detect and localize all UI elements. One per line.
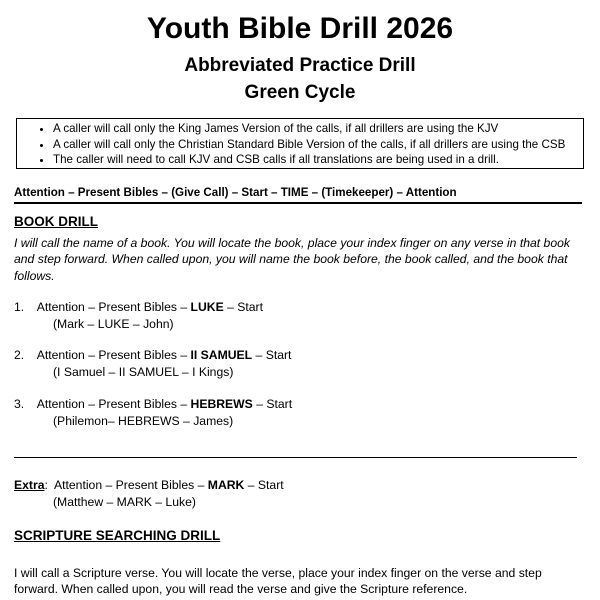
caller-note: • A caller will call only the Christian Standard Bible Version of the calls, if all drillers are using the CSB: [53, 137, 583, 153]
scripture-drill-instructions: I will call a Scripture verse. You will locate the verse, place your index finger on the verse and step forward. When called upon, you will read the verse and give the Scripture reference.: [14, 566, 542, 597]
caller-note: • A caller will call only the King James Version of the calls, if all drillers are using the KJV: [53, 121, 583, 137]
drill-procedure: Attention – Present Bibles – (Give Call) – Start – TIME – (Timekeeper) – Attention: [14, 186, 457, 199]
scripture-drill-heading: SCRIPTURE SEARCHING DRILL: [14, 528, 221, 543]
item-number: 3.: [14, 397, 25, 411]
called-book: HEBREWS: [190, 397, 253, 411]
drill-item: [14, 396, 292, 430]
item-number: 1.: [14, 300, 25, 314]
book-drill-heading: BOOK DRILL: [14, 214, 98, 229]
caller-note: • The caller will need to call KJV and CSB calls if all translations are being used in a drill.: [53, 152, 583, 168]
drill-item: [14, 299, 263, 333]
drill-call: [14, 347, 291, 364]
drill-answer: (Philemon– HEBREWS – James): [53, 414, 234, 428]
drill-item: [14, 347, 291, 381]
item-number: 2.: [14, 348, 25, 362]
page-subtitle: Abbreviated Practice Drill: [184, 55, 416, 76]
call-prefix: Attention – Present Bibles –: [36, 348, 191, 362]
call-prefix: Attention – Present Bibles –: [36, 397, 191, 411]
page-title: Youth Bible Drill 2026: [146, 12, 454, 45]
caller-notes-box: [16, 118, 584, 169]
call-prefix: Attention – Present Bibles –: [36, 300, 191, 314]
call-prefix: Attention – Present Bibles –: [54, 478, 208, 492]
call-suffix: – Start: [244, 478, 284, 492]
called-book: LUKE: [190, 300, 224, 314]
drill-answer: (I Samuel – II SAMUEL – I Kings): [53, 365, 234, 379]
call-suffix: – Start: [252, 397, 293, 411]
extra-colon: :: [44, 478, 48, 492]
section-divider: [14, 457, 577, 458]
book-drill-instructions: I will call the name of a book. You will locate the book, place your index finger on any verse in that book and step forward. When called upon, you will name the book before, the book called, and the book that follows.: [14, 236, 570, 283]
drill-answer: (Mark – LUKE – John): [53, 317, 174, 331]
call-suffix: – Start: [252, 348, 292, 362]
called-book: MARK: [207, 478, 245, 492]
drill-call: [14, 396, 292, 413]
drill-answer: (Matthew – MARK – Luke): [53, 495, 196, 509]
cycle-title: Green Cycle: [244, 82, 356, 103]
caller-notes-list: [17, 121, 583, 168]
extra-drill-item: [14, 477, 284, 511]
call-suffix: – Start: [223, 300, 263, 314]
procedure-divider: [14, 202, 582, 204]
drill-call: [14, 477, 284, 494]
called-book: II SAMUEL: [190, 348, 253, 362]
drill-call: [14, 299, 263, 316]
extra-label: Extra: [14, 478, 45, 492]
